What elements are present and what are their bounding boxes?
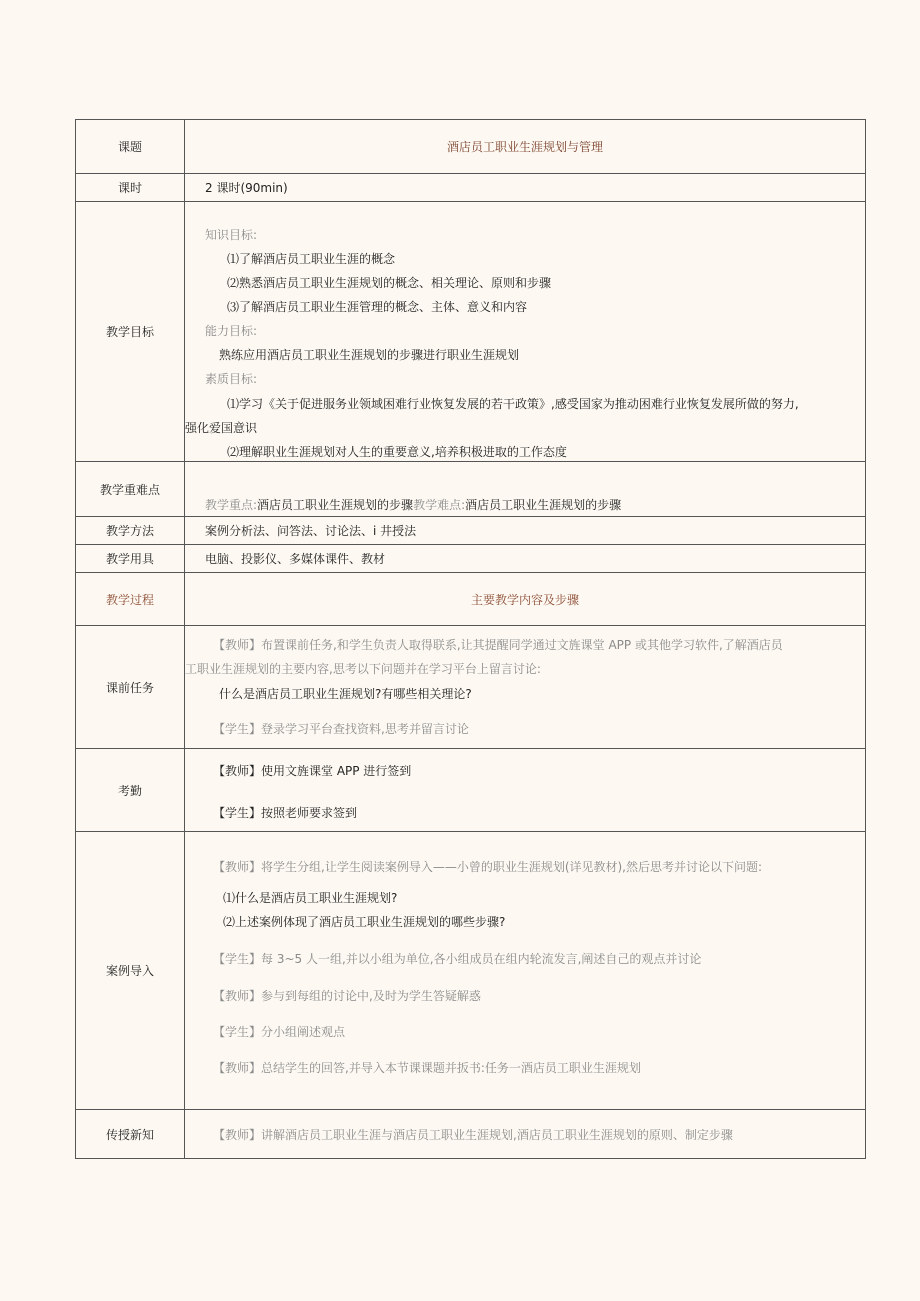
case-intro-teacher-3: 【教师】总结学生的回答,并导入本节课课题并扳书:任务一酒店员工职业生涯规划 [213, 1061, 641, 1075]
knowledge-item-1: ⑴了解酒店员工职业生涯的概念 [227, 252, 396, 266]
difficulty-label: 教学难点: [413, 498, 466, 512]
case-intro-question-2: ⑵上述案例体现了酒店员工职业生涯规划的哪些步骤? [223, 915, 506, 929]
label-attendance: 考勤 [76, 749, 185, 832]
lesson-plan-table [75, 119, 866, 1159]
quality-item-1-line-2: 强化爱国意识 [185, 421, 258, 435]
label-methods: 教学方法 [76, 517, 185, 545]
ability-heading: 能力目标: [205, 324, 258, 338]
row-key-points [76, 462, 866, 517]
row-process-header [76, 573, 866, 626]
label-tools: 教学用具 [76, 545, 185, 573]
new-knowledge-content [185, 1110, 866, 1159]
row-new-knowledge [76, 1110, 866, 1159]
case-intro-content [185, 832, 866, 1110]
key-label: 教学重点: [205, 498, 258, 512]
row-case-intro [76, 832, 866, 1110]
attendance-content [185, 749, 866, 832]
row-objectives [76, 202, 866, 462]
quality-item-1-line-1: ⑴学习《关于促进服务业领域困难行业恢复发展的若干政策》,感受国家为推动困难行业恢复发展所做的努力, [227, 397, 799, 411]
knowledge-heading: 知识目标: [205, 228, 258, 242]
difficulty-value: 酒店员工职业生涯规划的步骤 [465, 498, 622, 512]
quality-item-2: ⑵理解职业生涯规划对人生的重要意义,培养积极进取的工作态度 [227, 445, 567, 459]
case-intro-teacher-2: 【教师】参与到每组的讨论中,及时为学生答疑解惑 [213, 989, 481, 1003]
tools-value: 电脑、投影仪、多媒体课件、教材 [185, 545, 866, 573]
case-intro-line-1: 【教师】将学生分组,让学生阅读案例导入——小曾的职业生涯规划(详见教材),然后思考并讨论以下问题: [213, 860, 763, 874]
label-case-intro: 案例导入 [76, 832, 185, 1110]
hours-value: 2 课时(90min) [185, 174, 866, 202]
ability-item: 熟练应用酒店员工职业生涯规划的步骤进行职业生涯规划 [219, 348, 520, 362]
methods-value: 案例分析法、问答法、讨论法、i 井授法 [185, 517, 866, 545]
objectives-content [185, 202, 866, 462]
label-topic: 课题 [76, 120, 185, 174]
pre-task-question: 什么是酒店员工职业生涯规划?有哪些相关理论? [219, 687, 472, 701]
case-intro-student-1: 【学生】每 3~5 人一组,并以小组为单位,各小组成员在组内轮流发言,阐述自己的观点并讨论 [213, 952, 702, 966]
case-intro-student-2: 【学生】分小组阐述观点 [213, 1025, 346, 1039]
row-attendance [76, 749, 866, 832]
label-new-knowledge: 传授新知 [76, 1110, 185, 1159]
label-hours: 课时 [76, 174, 185, 202]
pre-task-content [185, 626, 866, 749]
key-points-content [185, 462, 866, 517]
process-header-value: 主要教学内容及步骤 [185, 573, 866, 626]
new-knowledge-line-1: 【教师】讲解酒店员工职业生涯与酒店员工职业生涯规划,酒店员工职业生涯规划的原则、制定步骤 [213, 1128, 733, 1142]
label-pre-task: 课前任务 [76, 626, 185, 749]
knowledge-item-2: ⑵熟悉酒店员工职业生涯规划的概念、相关理论、原则和步骤 [227, 276, 552, 290]
key-value: 酒店员工职业生涯规划的步骤 [257, 498, 414, 512]
case-intro-question-1: ⑴什么是酒店员工职业生涯规划? [223, 891, 398, 905]
attendance-student: 【学生】按照老师要求签到 [213, 806, 358, 820]
row-topic [76, 120, 866, 174]
row-methods [76, 517, 866, 545]
pre-task-student: 【学生】登录学习平台查找资料,思考并留言讨论 [213, 722, 469, 736]
attendance-teacher: 【教师】使用文旌课堂 APP 进行签到 [213, 764, 412, 778]
pre-task-line-2: 工职业生涯规划的主要内容,思考以下问题并在学习平台上留言讨论: [185, 662, 541, 676]
row-hours [76, 174, 866, 202]
row-pre-task [76, 626, 866, 749]
label-key-points: 教学重难点 [76, 462, 185, 517]
knowledge-item-3: ⑶了解酒店员工职业生涯管理的概念、主体、意义和内容 [227, 300, 528, 314]
label-objectives: 教学目标 [76, 202, 185, 462]
row-tools [76, 545, 866, 573]
key-points-line [205, 497, 621, 513]
lesson-title: 酒店员工职业生涯规划与管理 [185, 120, 866, 174]
process-header-label: 教学过程 [76, 573, 185, 626]
pre-task-line-1: 【教师】布置课前任务,和学生负责人取得联系,让其提醒同学通过文旌课堂 APP 或其他学习软件,了解酒店员 [213, 638, 783, 652]
quality-heading: 素质目标: [205, 372, 258, 386]
